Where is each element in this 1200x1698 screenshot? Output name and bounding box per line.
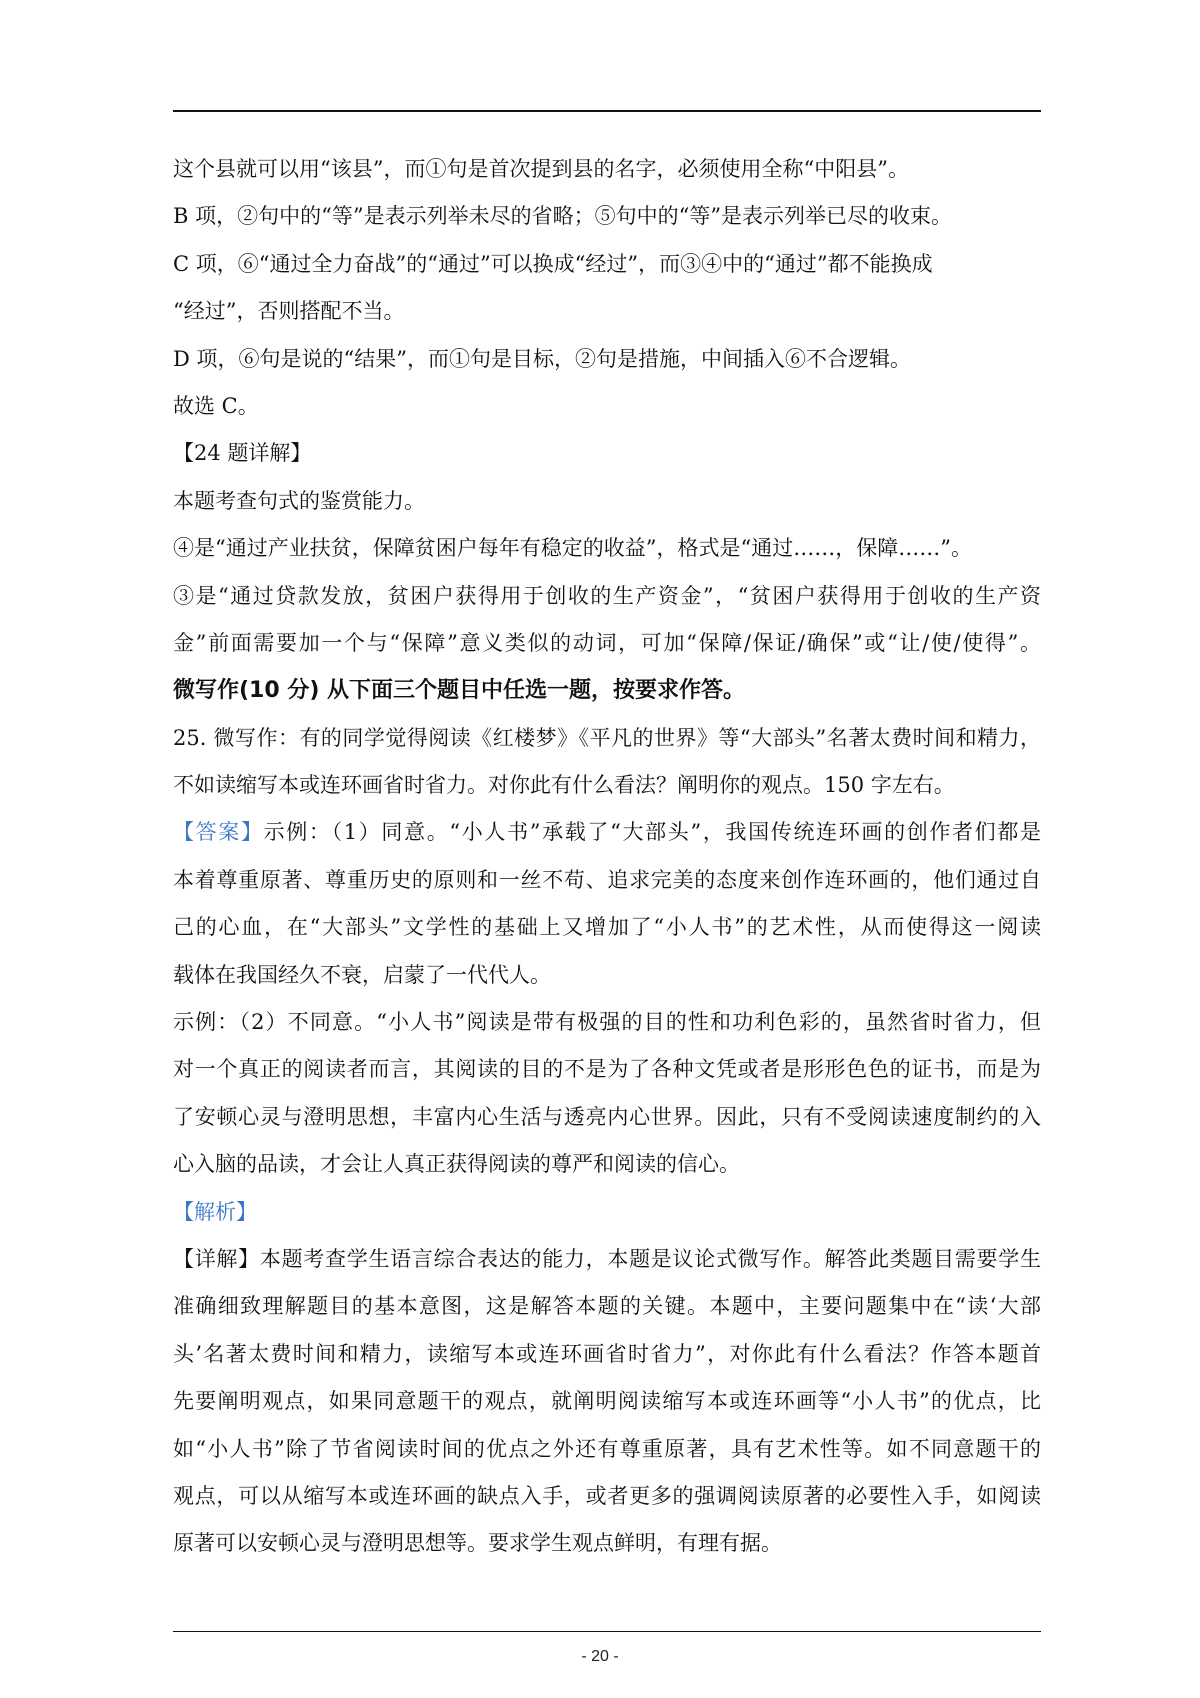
line-text: 己的心血，在“大部头”文学性的基础上又增加了“小人书”的艺术性，从而使得这一阅读 <box>173 915 1041 940</box>
line-text: 对一个真正的阅读者而言，其阅读的目的不是为了各种文凭或者是形形色色的证书，而是为 <box>173 1057 1041 1082</box>
text-line <box>173 146 1041 193</box>
text-line <box>173 1520 1041 1567</box>
line-text: 心入脑的品读，才会让人真正获得阅读的尊严和阅读的信心。 <box>173 1152 740 1177</box>
text-line <box>173 1426 1041 1473</box>
text-line <box>173 620 1041 667</box>
line-text: 了安顿心灵与澄明思想，丰富内心生活与透亮内心世界。因此，只有不受阅读速度制约的入 <box>173 1104 1041 1129</box>
text-line <box>173 525 1041 572</box>
text-line <box>173 857 1041 904</box>
text-line <box>173 241 1041 288</box>
text-line <box>173 1283 1041 1330</box>
line-text: 先要阐明观点，如果同意题干的观点，就阐明阅读缩写本或连环画等“小人书”的优点，比 <box>173 1389 1041 1414</box>
line-text: ③是“通过贷款发放，贫困户获得用于创收的生产资金”，“贫困户获得用于创收的生产资 <box>173 583 1041 608</box>
text-line <box>173 1236 1041 1283</box>
text-line <box>173 383 1041 430</box>
line-text: 本着尊重原著、尊重历史的原则和一丝不苟、追求完美的态度来创作连环画的，他们通过自 <box>173 867 1041 892</box>
line-text: 故选 C。 <box>173 393 259 418</box>
line-text: 头’名著太费时间和精力，读缩写本或连环画省时省力”，对你此有什么看法？作答本题首 <box>173 1341 1041 1366</box>
line-text: 如“小人书”除了节省阅读时间的优点之外还有尊重原著，具有艺术性等。如不同意题干的 <box>173 1436 1041 1461</box>
text-line <box>173 1189 1041 1236</box>
label-tag: 【解析】 <box>173 1199 257 1224</box>
line-text: 25. 微写作：有的同学觉得阅读《红楼梦》《平凡的世界》等“大部头”名著太费时间和精力， <box>173 725 1041 750</box>
text-line <box>173 904 1041 951</box>
line-text: 本题考查句式的鉴赏能力。 <box>173 488 425 513</box>
text-line <box>173 1331 1041 1378</box>
line-text: C 项，⑥“通过全力奋战”的“通过”可以换成“经过”，而③④中的“通过”都不能换成 <box>173 251 933 276</box>
text-line <box>173 1378 1041 1425</box>
line-text: ④是“通过产业扶贫，保障贫困户每年有稳定的收益”，格式是“通过……，保障……”。 <box>173 536 972 561</box>
line-text: B 项，②句中的“等”是表示列举未尽的省略；⑤句中的“等”是表示列举已尽的收束。 <box>173 204 953 229</box>
line-text: 不如读缩写本或连环画省时省力。对你此有什么看法？阐明你的观点。150 字左右。 <box>173 773 955 798</box>
text-line <box>173 430 1041 477</box>
line-text: 【详解】本题考查学生语言综合表达的能力，本题是议论式微写作。解答此类题目需要学生 <box>173 1246 1041 1271</box>
footer-rule <box>173 1631 1041 1632</box>
line-text: 微写作(10 分) 从下面三个题目中任选一题，按要求作答。 <box>173 678 746 704</box>
text-line <box>173 1046 1041 1093</box>
line-text: 示例：（1）同意。“小人书”承载了“大部头”，我国传统连环画的创作者们都是 <box>263 820 1041 845</box>
line-text: 原著可以安顿心灵与澄明思想等。要求学生观点鲜明，有理有据。 <box>173 1531 782 1556</box>
document-body <box>173 146 1041 1568</box>
text-line <box>173 952 1041 999</box>
line-text: 【24 题详解】 <box>173 441 312 466</box>
text-line <box>173 478 1041 525</box>
page-number: - 20 - <box>581 1648 619 1665</box>
label-tag: 【答案】 <box>173 820 264 845</box>
text-line <box>173 573 1041 620</box>
text-line <box>173 1094 1041 1141</box>
line-text: 这个县就可以用“该县”，而①句是首次提到县的名字，必须使用全称“中阳县”。 <box>173 157 909 181</box>
line-text: 载体在我国经久不衰，启蒙了一代代人。 <box>173 962 551 987</box>
text-line <box>173 715 1041 762</box>
text-line <box>173 1141 1041 1188</box>
section-heading <box>173 667 1041 714</box>
header-rule <box>173 110 1041 112</box>
text-line <box>173 336 1041 383</box>
text-line <box>173 999 1041 1046</box>
line-text: “经过”，否则搭配不当。 <box>173 299 405 324</box>
line-text: 示例：（2）不同意。“小人书”阅读是带有极强的目的性和功利色彩的，虽然省时省力，但 <box>173 1010 1041 1035</box>
text-line <box>173 762 1041 809</box>
text-line <box>173 1473 1041 1520</box>
text-line <box>173 809 1041 856</box>
line-text: 金”前面需要加一个与“保障”意义类似的动词，可加“保障/保证/确保”或“让/使/使得”。 <box>173 630 1041 655</box>
text-line <box>173 288 1041 335</box>
text-line <box>173 193 1041 240</box>
line-text: 观点，可以从缩写本或连环画的缺点入手，或者更多的强调阅读原著的必要性入手，如阅读 <box>173 1483 1041 1508</box>
line-text: D 项，⑥句是说的“结果”，而①句是目标，②句是措施，中间插入⑥不合逻辑。 <box>173 346 911 371</box>
line-text: 准确细致理解题目的基本意图，这是解答本题的关键。本题中，主要问题集中在“读‘大部 <box>173 1294 1041 1319</box>
